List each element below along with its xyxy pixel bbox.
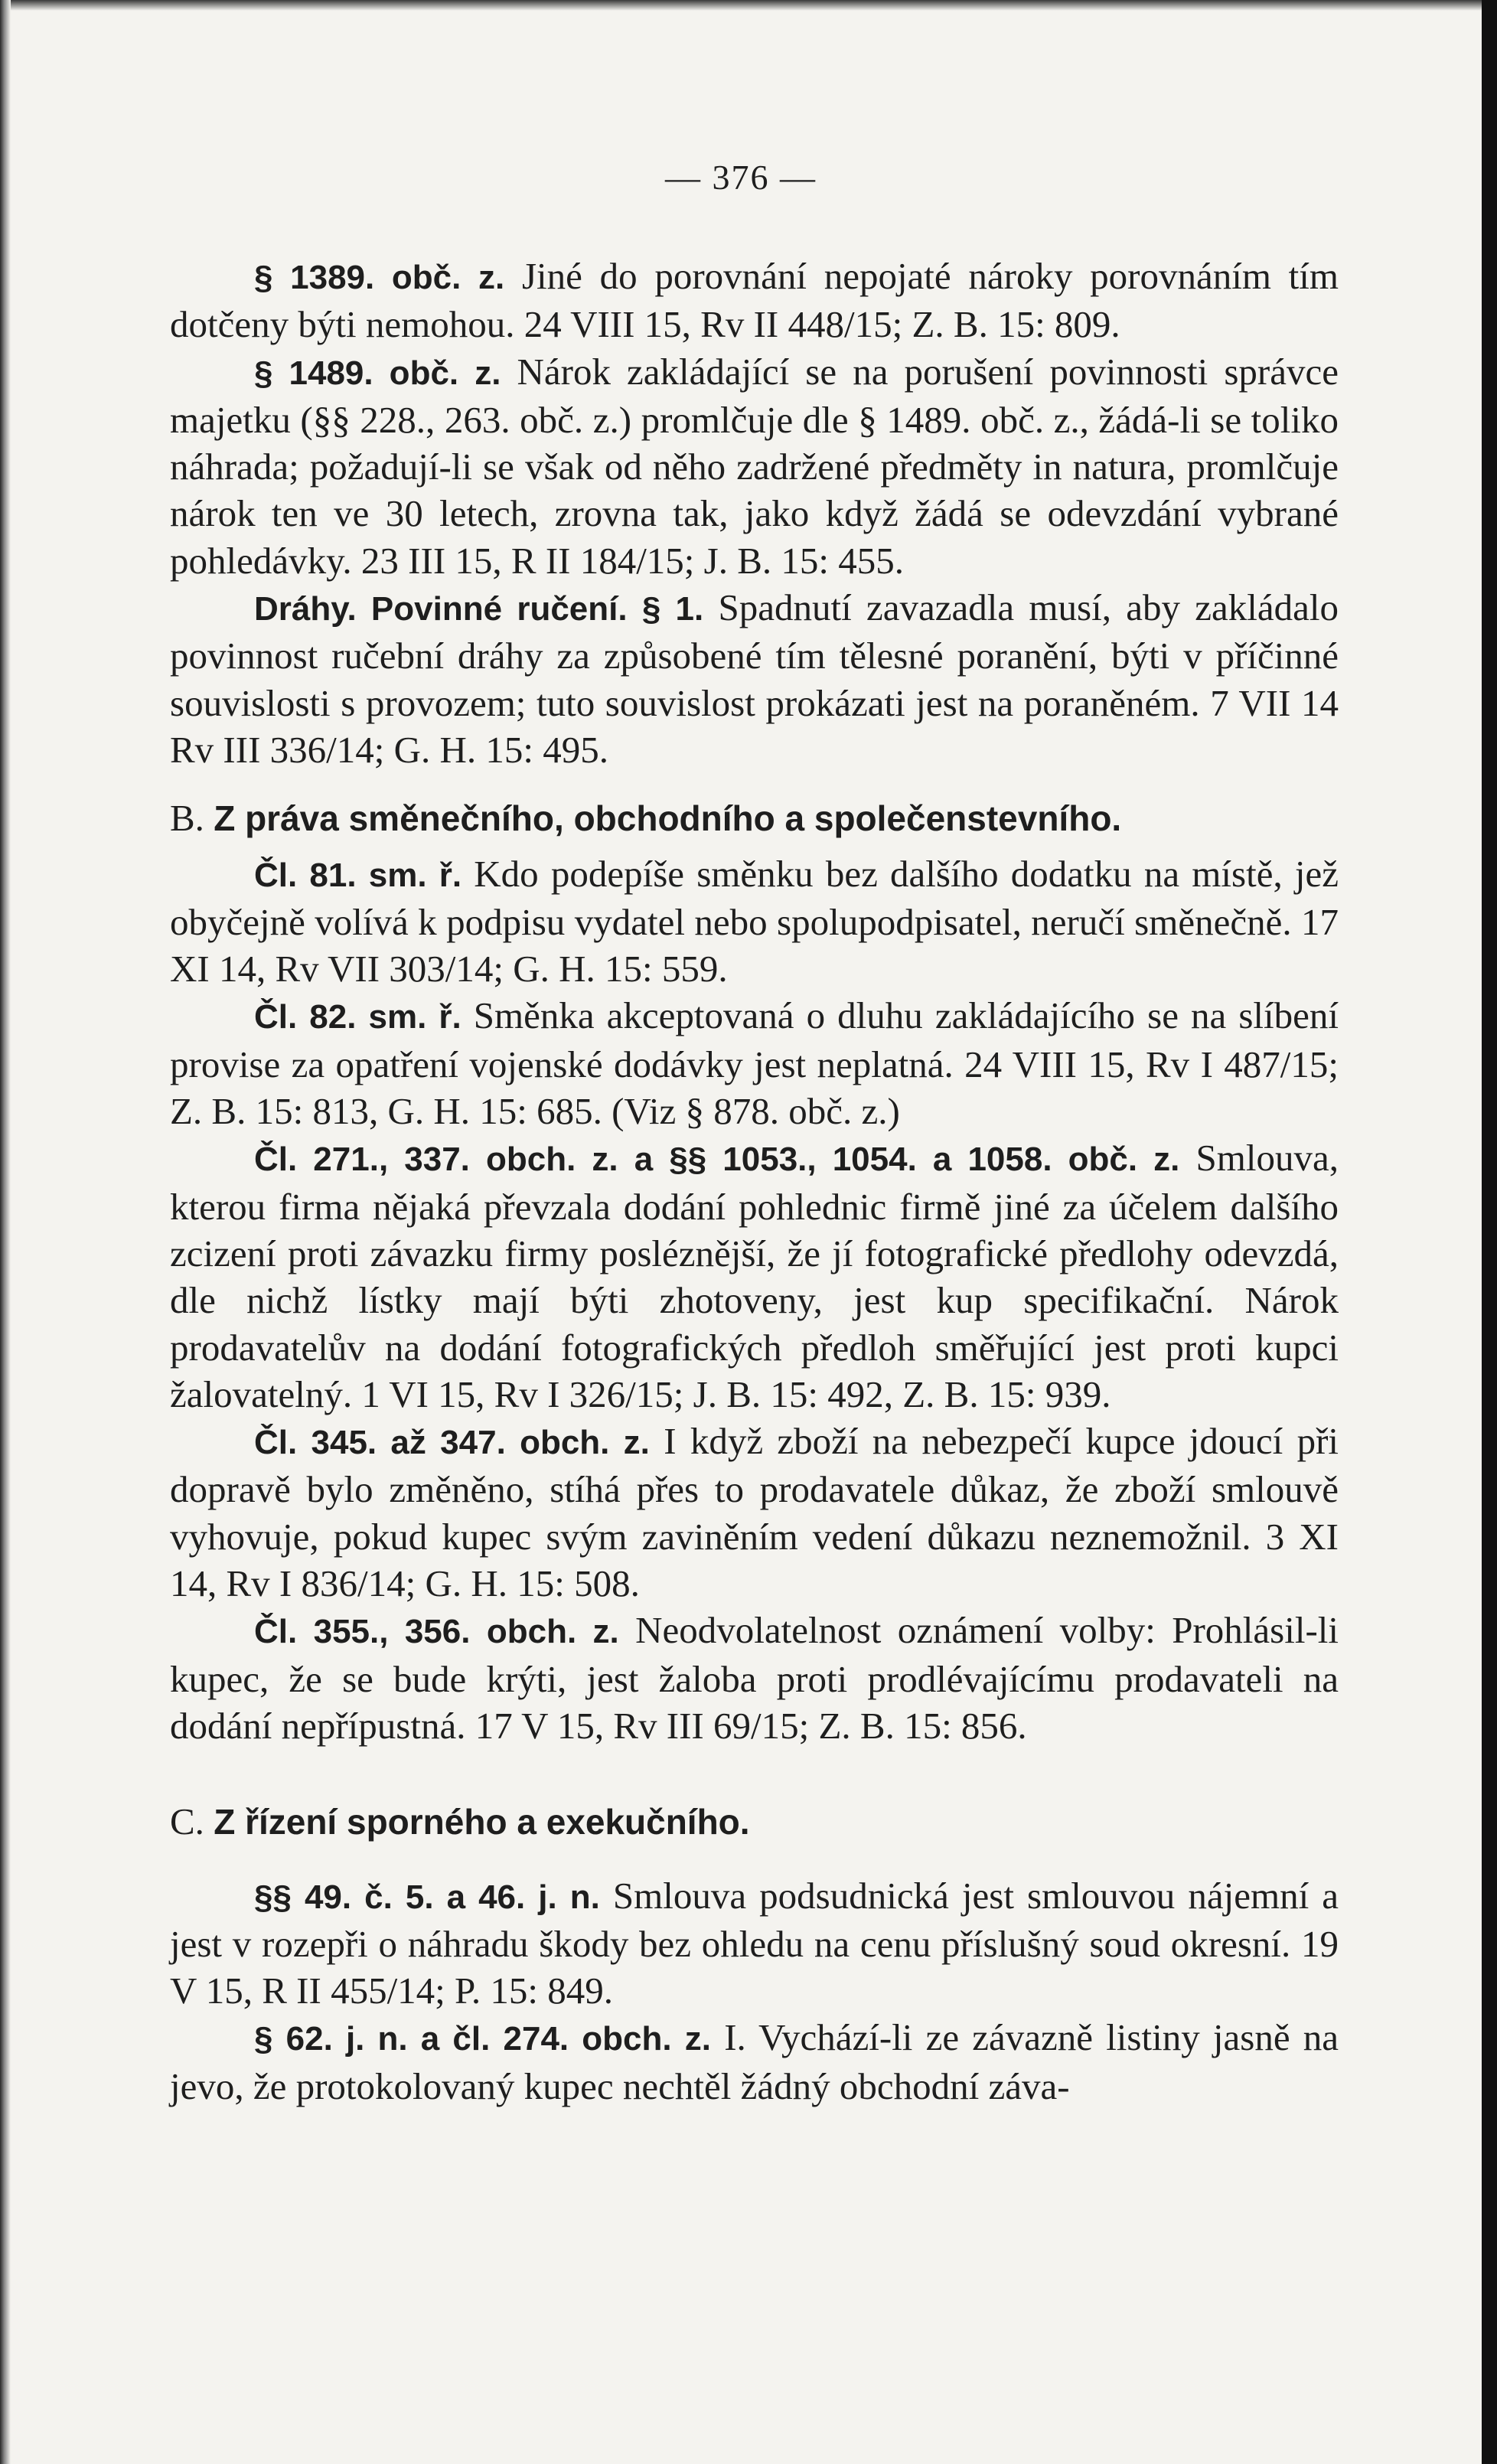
paragraph-lead: § 62. j. n. a čl. 274. obch. z. [254, 2020, 712, 2058]
paragraph-cl345 [170, 1418, 1339, 1607]
paragraph-lead: §§ 49. č. 5. a 46. j. n. [254, 1878, 600, 1916]
paragraph-jn62 [170, 2014, 1339, 2110]
page-number: — 376 — [665, 158, 817, 197]
scan-shadow-left [0, 0, 11, 2464]
paragraph-1389 [170, 253, 1339, 348]
paragraph-text: Smlouva podsudnická jest smlouvou nájemní a jest v rozepři o náhradu škody bez ohledu na cenu příslušný soud okresní. 19 V 15, R II 455/14; P. 15: 849. [170, 1874, 1339, 2012]
paragraph-text: Jiné do porovnání nepojaté nároky porovnáním tím dotčeny býti nemohou. 24 VIII 15, Rv II 448/15; Z. B. 15: 809. [170, 255, 1339, 346]
paragraph-lead: Čl. 355., 356. obch. z. [254, 1613, 619, 1651]
scan-border-right [1482, 0, 1497, 2464]
paragraph-lead: § 1489. obč. z. [254, 354, 501, 392]
paragraph-lead: Čl. 271., 337. obch. z. a §§ 1053., 1054. a 1058. obč. z. [254, 1141, 1180, 1179]
paragraph-lead: Čl. 81. sm. ř. [254, 856, 462, 894]
paragraph-text: Neodvolatelnost oznámení volby: Prohlásil-li kupec, že se bude krýti, jest žaloba proti prodlévajícímu prodavateli na dodání nepřípustná. 17 V 15, Rv III 69/15; Z. B. 15: 856. [170, 1609, 1339, 1747]
paragraph-drahy [170, 584, 1339, 773]
paragraph-lead: Čl. 82. sm. ř. [254, 998, 461, 1036]
paragraph-text: Kdo podepíše směnku bez dalšího dodatku na místě, jež obyčejně volívá k podpisu vydatel nebo spolupodpisatel, neručí směnečně. 17 XI 14, Rv VII 303/14; G. H. 15: 559. [170, 852, 1339, 990]
paragraph-1489 [170, 348, 1339, 584]
section-letter: B. [170, 797, 204, 840]
paragraph-text: I když zboží na nebezpečí kupce jdoucí při dopravě bylo změněno, stíhá přes to prodavatele důkaz, že zboží smlouvě vyhovuje, pokud kupec svým zaviněním vedení důkazu neznemožnil. 3 XI 14, Rv I 836/14; G. H. 15: 508. [170, 1420, 1339, 1605]
section-title: Z řízení sporného a exekučního. [214, 1802, 750, 1842]
scan-shadow-top [0, 0, 1482, 11]
section-heading-c [170, 1798, 1339, 1846]
paragraph-lead: Dráhy. Povinné ručení. § 1. [254, 590, 704, 628]
paragraph-text: I. Vychází-li ze závazně listiny jasně na jevo, že protokolovaný kupec nechtěl žádný obchodní záva- [170, 2016, 1339, 2107]
paragraph-cl82 [170, 992, 1339, 1134]
paragraph-text: Spadnutí zavazadla musí, aby zakládalo povinnost ručební dráhy za způsobené tím tělesné poranění, býti v příčinné souvislosti s provozem; tuto souvislost prokázati jest na poraněném. 7 VII 14 Rv III 336/14; G. H. 15: 495. [170, 586, 1339, 771]
paragraph-jn49 [170, 1872, 1339, 2015]
section-letter: C. [170, 1800, 204, 1843]
paragraph-cl271 [170, 1134, 1339, 1418]
paragraph-text: Nárok zakládající se na porušení povinnosti správce majetku (§§ 228., 263. obč. z.) promlčuje dle § 1489. obč. z., žádá-li se toliko náhrada; požadují-li se však od něho zadržené předměty in natura, promlčuje nárok ten ve 30 letech, zrovna tak, jako když žádá se odevzdání vybrané pohledávky. 23 III 15, R II 184/15; J. B. 15: 455. [170, 350, 1339, 582]
paragraph-text: Smlouva, kterou firma nějaká převzala dodání pohlednic firmě jiné za účelem dalšího zcizení proti závazku firmy posléznější, že jí fotografické předlohy odevzdá, dle nichž lístky mají býti zhotoveny, jest kup specifikační. Nárok prodavatelův na dodání fotografických předloh směřující jest proti kupci žalovatelný. 1 VI 15, Rv I 326/15; J. B. 15: 492, Z. B. 15: 939. [170, 1137, 1339, 1415]
body-text [170, 253, 1339, 2110]
paragraph-cl355 [170, 1607, 1339, 1749]
section-title: Z práva směnečního, obchodního a společenstevního. [214, 798, 1122, 839]
section-heading-b [170, 795, 1339, 842]
paragraph-lead: § 1389. obč. z. [254, 259, 505, 296]
paragraph-lead: Čl. 345. až 347. obch. z. [254, 1424, 650, 1462]
paragraph-text: Směnka akceptovaná o dluhu zakládajícího se na slíbení provise za opatření vojenské dodávky jest neplatná. 24 VIII 15, Rv I 487/15; Z. B. 15: 813, G. H. 15: 685. (Viz § 878. obč. z.) [170, 994, 1339, 1133]
paragraph-cl81 [170, 850, 1339, 993]
